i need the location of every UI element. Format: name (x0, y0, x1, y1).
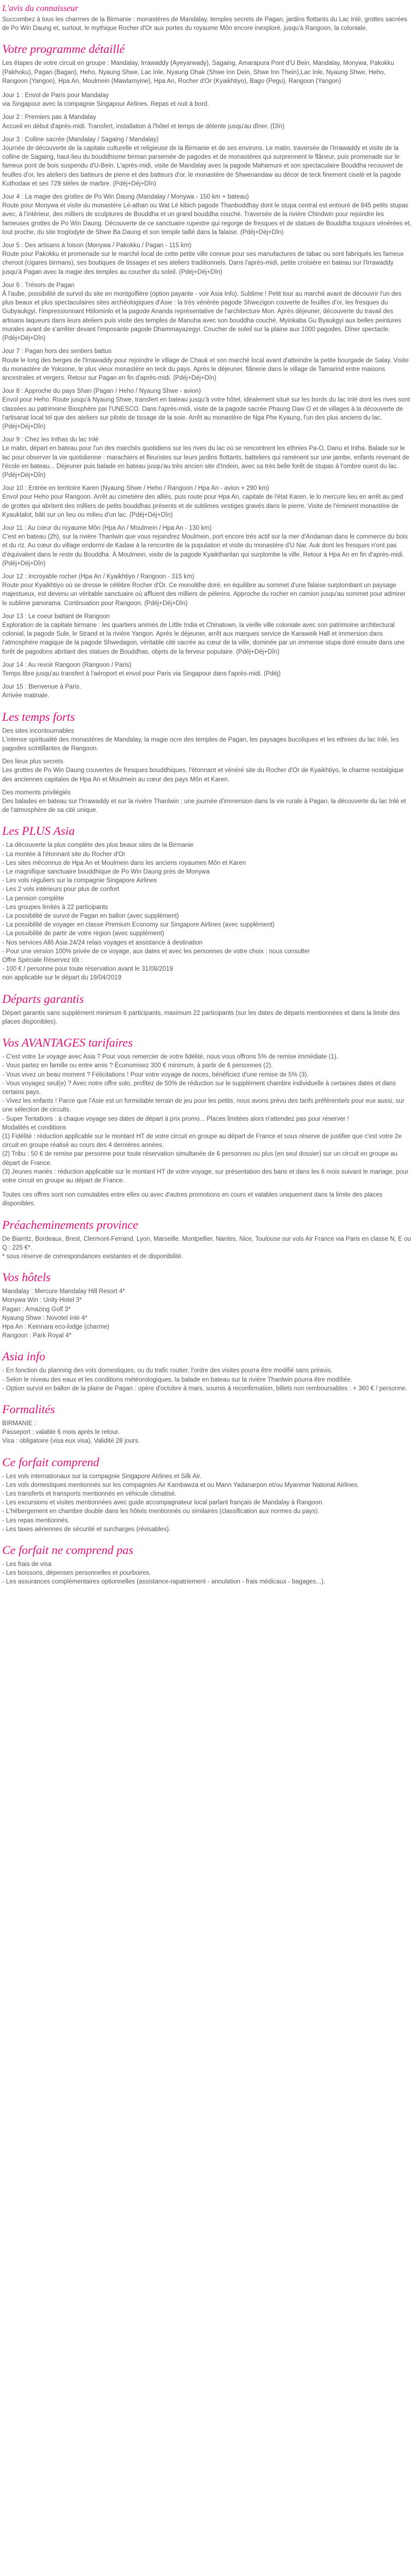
program-intro: Les étapes de votre circuit en groupe : Mandalay, Irrawaddy (Ayeyarwady), Sagaing, Amarapura Pont d'U Bein, Mandalay, Monywa, Pakokku (Pakhoku), Pagan (Bagan), Heho, Nyaung Shwe, Lac Inle, Nyaung Ohak (Shwe Inn Dein, Shwe Inn Thein),Lac Inle, Nyaung Shwe, Heho, Rangoon (Yangon), Hpa An, Moulmein (Mawlamyine), Hpa An, Rocher d'Or (Kyaikhtiyo), Bago (Pegu), Rangoon (Yangon) (2, 60, 394, 85)
province-section (2, 1218, 412, 1262)
included-item: - Les transferts et transports mentionnés en véhicule climatisé. (2, 1491, 176, 1497)
highlights-heading: Les temps forts (2, 709, 75, 724)
included-item: - L'hébergement en chambre double dans les hôtels mentionnés ou similaires (classification aux normes du pays). (2, 1508, 320, 1515)
formalities-list (2, 1419, 412, 1446)
rate-item: - Vous vivez un beau moment ? Félicitations ! Pour votre voyage de noces, bénéficiez d'une remise de 5% (3). (2, 1071, 309, 1078)
included-list (2, 1472, 412, 1534)
highlight-title: Des lieux plus secrets (2, 758, 63, 766)
highlight-item (2, 757, 412, 784)
not-included-item: - Les boissons, dépenses personnelles et pourboires. (2, 1570, 151, 1577)
formalities-line: BIRMANIE : (2, 1420, 36, 1427)
hotel-item: Monywa Win : Unity Hotel 3* (2, 1297, 82, 1304)
plus-item: - Le magnifique sanctuaire bouddhique de Po Win Daung près de Monywa (2, 869, 210, 876)
day-body: À l'aube, possibilité de survol du site en montgolfière (option payante - voir Asia Info). Sublime ! Petit tour au marché avant de découvrir l'un des plus beaux et plus spectaculaires sites archéologiques d'Asie : la très vénérée pagode Shwezigon couverte de feuilles d'or, les fresques du Gubyaukgyi, l'impressionnant Htilominlo et la pagode Ananda représentative de l'architecture Mon. Après déjeuner, découverte du travail des artisans laqueurs dans leurs ateliers puis visite des temples de Manuha avec son bouddha couché, Myinkaba Gu Byaukgyi aux belles peintures murales avant de s'arrêter devant l'imposante pagode Dhammayazegyi. Coucher de soleil sur la plaine aux 1000 pagodes. Dîner spectacle. (Pdéj+Déj+Dîn) (2, 291, 402, 342)
included-item: - Les taxes aériennes de sécurité et surcharges (révisables). (2, 1526, 171, 1533)
highlight-body: L'intense spiritualité des monastères de Mandalay, la magie ocre des temples de Pagan, les paysages bucoliques et les ethnies du lac Inlé, les pagodes scintillantes de Rangoon. (2, 736, 399, 752)
day-body: Envol pour Heho pour Rangoon. Arrêt au cimetière des alliés, puis route pour Hpa An, capitale de l'état Karen, le lo mercure lieu en arrêt au pied de grottes qui abritent des milliers de petits bouddhas présents et de sublimes vestiges gravés dans le pierre. Visite de l'éminent monastère de Kyauktalot, bâti sur un lieu ou milieu d'un lac. (Pdéj+Déj+Dîn) (2, 494, 404, 518)
day-item (2, 241, 412, 277)
plus-item: - La possibilité de voyager en classe Premium Economy sur Singapore Airlines (avec supplément) (2, 922, 275, 929)
day-body: Journée de découverte de la capitale culturelle et religieuse de la Birmanie et de ses environs. Le matin, traversée de l'Irrawaddy et visite de la colline de Sagaing, haut-lieu du bouddhisme birman parsemée de pagodes et de monastères qui surprennent le flâneur, puis promenade sur le fameux pont de bois suspendu d'U-Bein. L'après-midi, visite de Mandalay avec la pagode Mahamuni et son spectaculaire Bouddha recouvert de feuilles d'or, les ateliers des batteurs de pierre et des batteurs d'or, le monastère de Shwenandaw au décor de teck finement ciselé et la pagode Kuthodaw et ses 729 stèles de marbre. (Pdéj+Déj+Dîn) (2, 145, 403, 187)
included-item: - Les repas mentionnés. (2, 1517, 70, 1524)
offer-line: - 100 € / personne pour toute réservation avant le 31/08/2019 (2, 966, 173, 973)
formalities-heading: Formalités (2, 1402, 55, 1416)
plus-item: - Les sites méconnus de Hpa An et Moulmein dans les anciens royaumes Môn et Karen (2, 859, 246, 866)
rate-item: - C'est votre 1e voyage avec Asia ? Pour vous remercier de votre fidélité, nous vous offrons 5% de remise immédiate (1). (2, 1054, 338, 1061)
day-title: Jour 4 : La magie des grottes de Po Win Daung (Mandalay / Monywa - 150 km + bateau) (2, 194, 249, 201)
day-title: Jour 15 : Bienvenue à Paris. (2, 684, 81, 691)
highlight-body: Les grottes de Po Win Daung couvertes de fresques bouddhiques, l'étonnant et vénéré site du Rocher d'Or de Kyaikhtiyo, le charme nostalgique des anciennes capitales de Hpa An et Moulmein au cœur des pays Môn et Karen. (2, 767, 404, 783)
rate-item: - Vous partez en famille ou entre amis ? Économisez 300 € minimum, à partir de 6 personnes (2). (2, 1062, 273, 1069)
program-section (2, 43, 412, 700)
highlight-item (2, 788, 412, 815)
conditions-title: Modalités et conditions (2, 1124, 66, 1131)
formalities-line: Passeport : valable 6 mois après le retour. (2, 1429, 120, 1436)
hotel-item: Hpa An : Keinnara eco-lodge (charme) (2, 1323, 110, 1330)
included-item: - Les vols internationaux sur la compagnie Singapore Airlines et Silk Air. (2, 1473, 202, 1480)
plus-item: - Les 2 vols intérieurs pour plus de confort (2, 886, 120, 893)
plus-item: - Pour une version 100% privée de ce voyage, aux dates et avec les personnes de votre choix : nous consulter (2, 948, 310, 955)
not-included-item: - Les assurances complémentaires optionnelles (assistance-rapatriement - annulation - frais médicaux - bagages...). (2, 1579, 326, 1586)
highlights-list (2, 727, 412, 815)
day-body: Arrivée matinale. (2, 692, 50, 700)
day-title: Jour 1 : Envol de Paris pour Mandalay (2, 92, 109, 99)
hotels-list (2, 1287, 412, 1340)
highlights-section (2, 710, 412, 815)
day-title: Jour 7 : Pagan hors des sentiers battus (2, 348, 112, 355)
plus-item: - La possibilité de partir de votre région (avec supplément) (2, 930, 164, 937)
day-item (2, 113, 412, 130)
highlight-title: Des moments privilégiés (2, 789, 71, 796)
day-title: Jour 6 : Trésors de Pagan (2, 282, 75, 289)
plus-item: - La pension complète (2, 895, 64, 902)
included-heading: Ce forfait comprend (2, 1455, 99, 1469)
intro-heading: L'avis du connaisseur (2, 4, 79, 13)
plus-heading: Les PLUS Asia (2, 824, 75, 838)
day-item (2, 347, 412, 382)
formalities-line: Visa : obligatoire (visa eux visa), Validité 28 jours. (2, 1438, 140, 1445)
included-item: - Les vols domestiques mentionnés sur les compagnies Air Kambawza et ou Mann Yadanarpon et/ou Myanmar National Airlines. (2, 1481, 359, 1489)
day-body: Accueil en début d'après-midi. Transfert, installation à l'hôtel et temps de détente jusqu'au dîner. (Dîn) (2, 123, 285, 130)
day-title: Jour 3 : Colline sacrée (Mandalay / Sagaing / Mandalay) (2, 136, 159, 143)
hotel-item: Rangoon : Park Royal 4* (2, 1332, 72, 1340)
day-body: Route le long des berges de l'Irrawaddy pour rejoindre le village de Chauk et son marché local avant d'atteindre la petite bourgade de Salay. Visite du monastère de Yoksone, le plus vieux monastère en teck du pays. Après le déjeuner, flânerie dans le village de Tamarind entre maisons ancestrales et vergers. Retour sur Pagan en fin d'après-midi. (Pdéj+Déj+Dîn) (2, 357, 409, 381)
day-title: Jour 9 : Chez les Inthas du lac Inlé (2, 437, 99, 444)
offer-line: non applicable sur le départ du 19/04/2019 (2, 975, 122, 982)
departures-text: Départ garantis sans supplément minimum 6 participants, maximum 22 participants (sur les dates de départs mentionnées et dans la limite des places disponibles). (2, 1009, 400, 1025)
day-title: Jour 8 : Approche du pays Shan (Pagan / Heho / Nyaung Shwe - avion) (2, 388, 201, 395)
rate-item: - Super Tentations : à chaque voyage ses dates de départ à prix promo... Places limitées alors n'attendez pas pour réserver ! (2, 1115, 349, 1122)
day-body: Temps libre jusqu'au transfert à l'aéroport et envol pour Paris via Singapour dans l'après-midi. (Pdéj) (2, 671, 281, 677)
asia-info-item: - En fonction du planning des vols domestiques, ou du trafic routier, l'ordre des visites pourra être modifié sans préavis. (2, 1367, 333, 1374)
highlight-body: Des balades en bateau sur l'Irrawaddy et sur la rivière Thanlwin ; une journée d'immersion dans la vie rurale à Pagan, la découverte du lac Inlé et de l'atmosphère de sa cité unique. (2, 798, 406, 814)
plus-section (2, 824, 412, 982)
day-item (2, 387, 412, 431)
departures-section (2, 993, 412, 1026)
offer-title: Offre Spéciale Réservez tôt : (2, 957, 82, 964)
day-title: Jour 2 : Premiers pas à Mandalay (2, 114, 96, 121)
intro-text: Succombez à tous les charmes de la Birmanie : monastères de Mandalay, temples secrets de Pagan, jardins flottants du Lac Inlé, grottes sacrées de Po Win Daung et, surtout, le mythique Rocher d'Or aux portes du royaume Môn encore inexploré, jusqu'à Rangoon, la coloniale. (2, 16, 407, 32)
hotel-item: Nyaung Shwe : Novotel Inlé 4* (2, 1314, 87, 1322)
day-item (2, 612, 412, 656)
hotels-heading: Vos hôtels (2, 1270, 51, 1284)
departures-heading: Départs garantis (2, 991, 84, 1006)
included-item: - Les excursions et visites mentionnées avec guide accompagnateur local parlant français de Mandalay à Rangoon. (2, 1499, 324, 1507)
day-title: Jour 5 : Des artisans à foison (Monywa / Pakokku / Pagan - 115 km) (2, 242, 192, 249)
plus-item: - Les vols réguliers sur la compagnie Singapore Airlines (2, 877, 157, 884)
day-item (2, 683, 412, 700)
plus-list (2, 841, 412, 956)
highlight-title: Des sites incontournables (2, 727, 74, 734)
day-body: Exploration de la capitale birmane : les quartiers animés de Little India et Chinatown, la vieille ville coloniale avec son patrimoine architectural colonial, la pagode Sule, le Strand et la rivière Yangon. Après le déjeuner, arrêt aux marques service de Karaweik Hall et immersion dans l'atmosphère magique de la pagode Shwedagon, véritable cité sacrée au cœur de la ville, dominée par un immense stupa doré ensuite dans une forêt de pagodons abritant des statues de Bouddhas, objets de la ferveur populaire. (Pdéj+Déj+Dîn) (2, 621, 405, 655)
conditions-text: (1) Fidélité : réduction applicable sur le montant HT de votre circuit en groupe au départ de France et sous réserve de justifier que c'est votre 2e circuit en groupe réalisé au cours des 4 dernières années. (2) Tribu : 50 € de remise par personne pour toute réservation simultanée de 6 personnes ou plus (en seul dossier) sur un circuit en groupe au départ de France. (3) Jeunes mariés : réduction applicable sur le montant HT de votre voyage, sur présentation des bans et dans les 6 mois suivant le mariage, pour votre circuit en groupe au départ de France. (2, 1133, 409, 1184)
plus-item: - Nos services Allô Asia 24/24 relais voyages et assistance à destination (2, 939, 203, 946)
province-text: De Biarritz, Bordeaux, Brest, Clermont-Ferrand, Lyon, Marseille, Montpellier, Nantes, Nice, Toulouse sur vols Air France via Paris en classe N, E ou Q : 225 €*. * sous réserve de correspondances existantes et de disponibilité. (2, 1235, 411, 1260)
day-body: via Singapour avec la compagnie Singapour Airlines. Repas et nuit à bord. (2, 101, 209, 108)
not-included-list (2, 1560, 412, 1587)
rates-section (2, 1036, 412, 1208)
day-item (2, 524, 412, 568)
day-item (2, 661, 412, 678)
day-body: C'est en bateau (2h), sur la rivière Thanlwin que vous rejoindrez Moulmein, port encore très actif sur la mer d'Andaman dans le commerce du bois et du riz. Au cœur du village endormi de Kadaw à la rencontre de la population et visite du monastère d'U Nar. Auk dont les fresques n'ont pas d'équivalent dans le reste du Bouddha. À Moulmein, visite de la pagode Kyaikthanlan qui surplombe la ville. Retour à Hpa An en fin d'après-midi. (Pdéj+Déj+Dîn) (2, 534, 408, 567)
day-item (2, 484, 412, 519)
rates-footer: Toutes ces offres sont non cumulables entre elles ou avec d'autres promotions en cours et valables uniquement dans la limite des places disponibles. (2, 1192, 383, 1208)
day-item (2, 91, 412, 109)
formalities-section (2, 1403, 412, 1446)
not-included-section (2, 1544, 412, 1587)
day-body: Envol pour Heho. Route jusqu'à Nyaung Shwe, transfert en bateau jusqu'à votre hôtel, idéalement situé sur les bords du lac Inlé dont les rives sont classées au patrimoine Biosphère par l'UNESCO. Dans l'après-midi, visite de la pagode sacrée Phaung Daw O et de villages à la découverte de l'artisanat local tel que des ateliers sur pilotis de tissage de la soie. Arrêt au monastère de Nga Phe Kyaung, l'un des plus anciens du lac. (Pdéj+Déj+Dîn) (2, 397, 410, 430)
days-list (2, 91, 412, 701)
day-item (2, 572, 412, 608)
asia-info-section (2, 1350, 412, 1393)
day-item (2, 193, 412, 237)
day-body: Route pour Pakokku et promenade sur le marché local de cette petite ville connue pour ses manufactures de tabac ou sont fabriqués les fameux cheroot (cigares birmans), ses boutiques de tissages et ses ateliers traditionnels. Dans l'après-midi, petite croisière en bateau sur l'Irrawaddy jusqu'à Pagan avec la magie des temples au coucher du soleil. (Pdéj+Déj+Dîn) (2, 251, 404, 276)
day-item (2, 281, 412, 343)
asia-info-list (2, 1366, 412, 1393)
rate-item: - Vous voyagez seul(e) ? Avec notre offre solo, profitez de 50% de réduction sur le supplément chambre individuelle à certaines dates et dans certains pays. (2, 1080, 396, 1096)
included-section (2, 1456, 412, 1534)
day-title: Jour 10 : Entrée en territoire Karen (Nyaung Shwe / Heho / Rangoon / Hpa An - avion + 290 km) (2, 485, 269, 492)
hotel-item: Pagan : Amazing Golf 3* (2, 1306, 71, 1313)
day-body: Route pour Kyaikhtiyo où se dresse le célèbre Rocher d'Or. Ce monolithe doré, en équilibre au sommet d'une falaise surplombant un paysage majestueux, est devenu un véritable sanctuaire où affluent des milliers de pèlerins. Approche du rocher en camion jusqu'au sommet pour admirer le sublime panorama. Continuation pour Rangoon. (Pdéj+Déj+Dîn) (2, 582, 406, 607)
plus-item: - La montée à l'étonnant site du Rocher d'Or (2, 851, 126, 858)
offer-list (2, 965, 412, 982)
day-title: Jour 12 : Incroyable rocher (Hpa An / Kyaikhtiyo / Rangoon - 315 km) (2, 573, 194, 580)
plus-item: - La possibilité de survol de Pagan en ballon (avec supplément) (2, 913, 179, 920)
plus-item: - Les groupes limités à 22 participants (2, 904, 108, 911)
day-body: Route pour Monywa et visite du monastère Lé-athan ou Wat Lé kibich pagode Thanboddhay dont le stupa central est entouré de 845 petits stupas avec, à l'intérieur, des milliers de sculptures de Bouddha et un grand bouddha couché. Traversée de la rivière Chindwin pour rejoindre les fameuses grottes de Po Win Daung. Découverte de ce sanctuaire rupestre qui regorge de fresques et de statues de Bouddha toujours vénérées et, tout proche, du site troglodyte de Shwe Ba Daung et son temple taillé dans la falaise. (Pdéj+Déj+Dîn) (2, 202, 412, 236)
day-title: Jour 13 : Le coeur battant de Rangoon (2, 613, 110, 620)
day-item (2, 435, 412, 480)
day-title: Jour 11 : Au cœur du royaume Môn (Hpa An / Moulmein / Hpa An - 130 km) (2, 524, 212, 531)
highlight-item (2, 727, 412, 754)
rate-item: - Vivez les enfants ! Parce que l'Asie est un formidable terrain de jeu pour les petits, nous avons prévu des tarifs préférentiels pour eux aussi, sur une sélection de circuits. (2, 1098, 405, 1114)
asia-info-item: - Selon le niveau des eaux et les conditions météorologiques, la balade en bateau sur la rivière Thanlwin pourra être modifiée. (2, 1376, 352, 1383)
hotel-item: Mandalay : Mercure Mandalay Hill Resort 4* (2, 1288, 125, 1295)
day-title: Jour 14 : Au revoir Rangoon (Rangoon / Paris) (2, 661, 132, 668)
not-included-heading: Ce forfait ne comprend pas (2, 1543, 133, 1557)
asia-info-heading: Asia info (2, 1349, 45, 1364)
day-item (2, 135, 412, 188)
program-heading: Votre programme détaillé (2, 42, 125, 56)
rates-heading: Vos AVANTAGES tarifaires (2, 1036, 133, 1050)
rates-list (2, 1053, 412, 1123)
province-heading: Préacheminements province (2, 1217, 139, 1232)
asia-info-item: - Option survol en ballon de la plaine de Pagan : opère d'octobre à mars, soumis à reconfirmation, billets non remboursables : + 360 € / personne. (2, 1385, 407, 1392)
plus-item: - La découverte la plus complète des plus beaux sites de la Birmanie (2, 842, 194, 849)
hotels-section (2, 1271, 412, 1340)
day-body: Le matin, départ en bateau pour l'un des marchés quotidiens sur les rives du lac où se rencontrent les ethnies Pa-O, Danu et Intha. Balade sur le lac pour observer la vie quotidienne : marachiers et fleuristes sur leurs jardins flottants, batteliers qui ramènent sur une jambe, enfants revenant de l'école en bateau... Déjeuner puis balade en bateau jusqu'au très ancien site d'Indein, avec sa très belle forêt de stupas à l'ombre ouest du lac. (Pdéj+Déj+Dîn) (2, 445, 410, 479)
intro-section (2, 3, 412, 33)
not-included-item: - Les frais de visa (2, 1561, 52, 1568)
